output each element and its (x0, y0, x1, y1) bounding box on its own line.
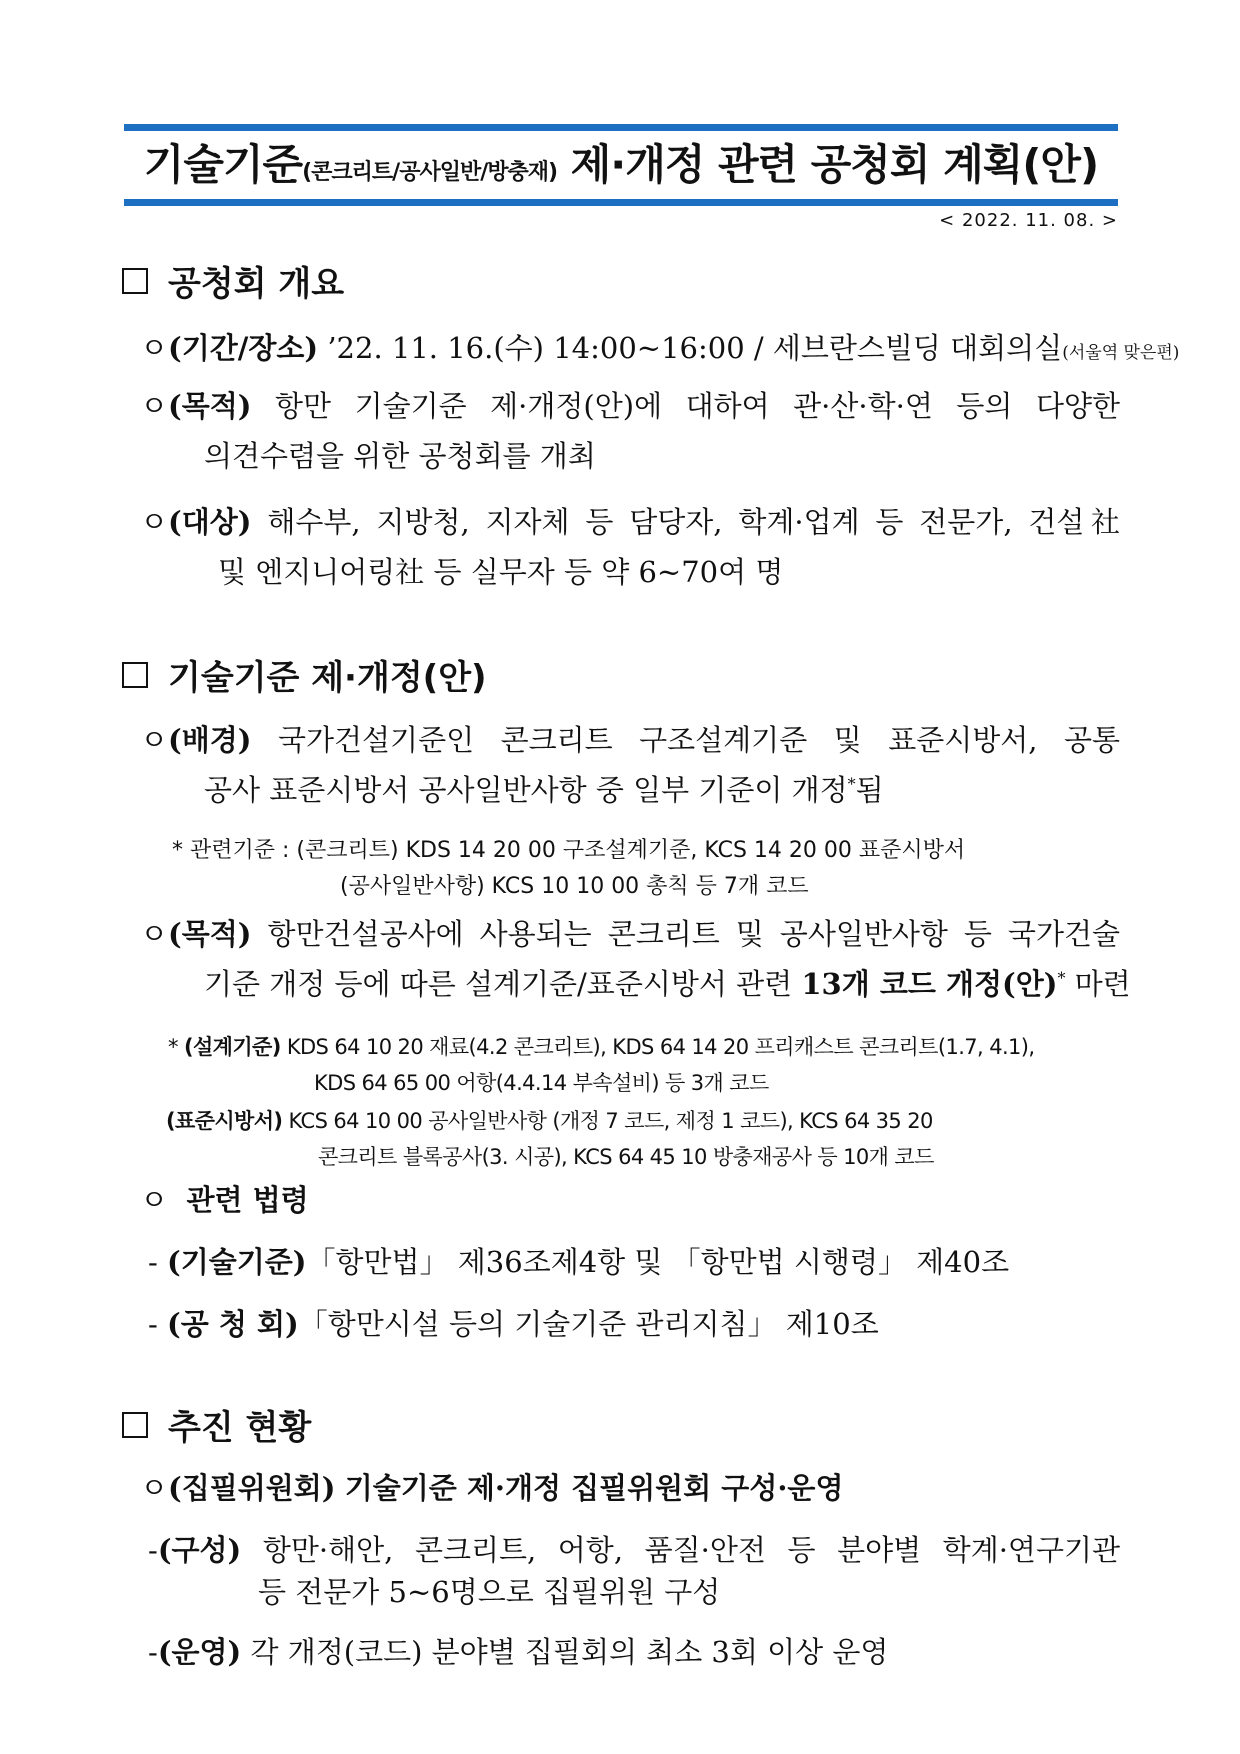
title-banner (124, 124, 1118, 206)
s1-item-purpose-line1: ㅇ(목적) 항만 기술기준 제·개정(안)에 대하여 관·산·학·연 등의 다양한 (140, 389, 1120, 423)
s2-note2-line1: * (설계기준) KDS 64 10 20 재료(4.2 콘크리트), KDS 64 14 20 프리캐스트 콘크리트(1.7, 4.1), (168, 1035, 1035, 1059)
s2-note1-line1: * 관련기준 : (콘크리트) KDS 14 20 00 구조설계기준, KCS 14 20 00 표준시방서 (172, 838, 966, 863)
document-title (124, 137, 1118, 193)
s2-item-purpose-line1: ㅇ(목적) 항만건설공사에 사용되는 콘크리트 및 공사일반사항 등 국가건술 (140, 917, 1120, 951)
s2-note2-line4: 콘크리트 블록공사(3. 시공), KCS 64 45 10 방충재공사 등 10개 코드 (318, 1145, 934, 1169)
s3-item-committee: ㅇ(집필위원회) 기술기준 제·개정 집필위원회 구성·운영 (140, 1471, 844, 1505)
s2-item-background-line2: 공사 표준시방서 공사일반사항 중 일부 기준이 개정*됨 (204, 773, 884, 807)
section-1-heading: 공청회 개요 (122, 256, 344, 305)
s3-sub-composition-line1: -(구성) 항만·해안, 콘크리트, 어항, 품질·안전 등 분야별 학계·연구기관 (148, 1533, 1120, 1567)
s2-note2-line2: KDS 64 65 00 어항(4.4.14 부속설비) 등 3개 코드 (314, 1071, 769, 1095)
s2-law1: - (기술기준)「항만법」 제36조제4항 및 「항만법 시행령」 제40조 (148, 1245, 1010, 1279)
s3-sub-composition-line2: 등 전문가 5~6명으로 집필위원 구성 (258, 1575, 721, 1609)
title-main-1: 기술기준 (143, 140, 303, 189)
s2-note1-line2: (공사일반사항) KCS 10 10 00 총칙 등 7개 코드 (340, 874, 809, 899)
s3-sub-operation: -(운영) 각 개정(코드) 분야별 집필회의 최소 3회 이상 운영 (148, 1635, 889, 1669)
s2-item-purpose-line2: 기준 개정 등에 따른 설계기준/표준시방서 관련 13개 코드 개정(안)* 마련 (204, 967, 1131, 1001)
title-bar-bottom (124, 199, 1118, 206)
section-3-heading: 추진 현황 (122, 1400, 311, 1449)
s2-item-background-line1: ㅇ(배경) 국가건설기준인 콘크리트 구조설계기준 및 표준시방서, 공통 (140, 723, 1121, 757)
s2-note2-line3: (표준시방서) KCS 64 10 00 공사일반사항 (개정 7 코드, 제정 1 코드), KCS 64 35 20 (166, 1109, 933, 1133)
document-date: < 2022. 11. 08. > (939, 210, 1118, 231)
title-bar-top (124, 124, 1118, 131)
s1-item-target-line2: 및 엔지니어링社 등 실무자 등 약 6~70여 명 (218, 555, 784, 589)
checkbox-square-icon (122, 268, 148, 294)
section-2-heading: 기술기준 제·개정(안) (122, 650, 487, 699)
s1-item-target-line1: ㅇ(대상) 해수부, 지방청, 지자체 등 담당자, 학계·업계 등 전문가, 건설社 (140, 505, 1121, 539)
s1-item-purpose-line2: 의견수렴을 위한 공청회를 개최 (204, 439, 596, 473)
checkbox-square-icon (122, 662, 148, 688)
s2-law2: - (공 청 회)「항만시설 등의 기술기준 관리지침」 제10조 (148, 1307, 879, 1341)
s2-item-laws: ㅇ 관련 법령 (140, 1183, 309, 1217)
title-main-2: 제·개정 관련 공청회 계획(안) (570, 140, 1099, 189)
s1-item-period: ㅇ(기간/장소) ’22. 11. 16.(수) 14:00~16:00 / 세브란스빌딩 대회의실(서울역 맞은편) (140, 331, 1180, 365)
checkbox-square-icon (122, 1412, 148, 1438)
title-sub: (콘크리트/공사일반/방충재) (302, 160, 558, 185)
